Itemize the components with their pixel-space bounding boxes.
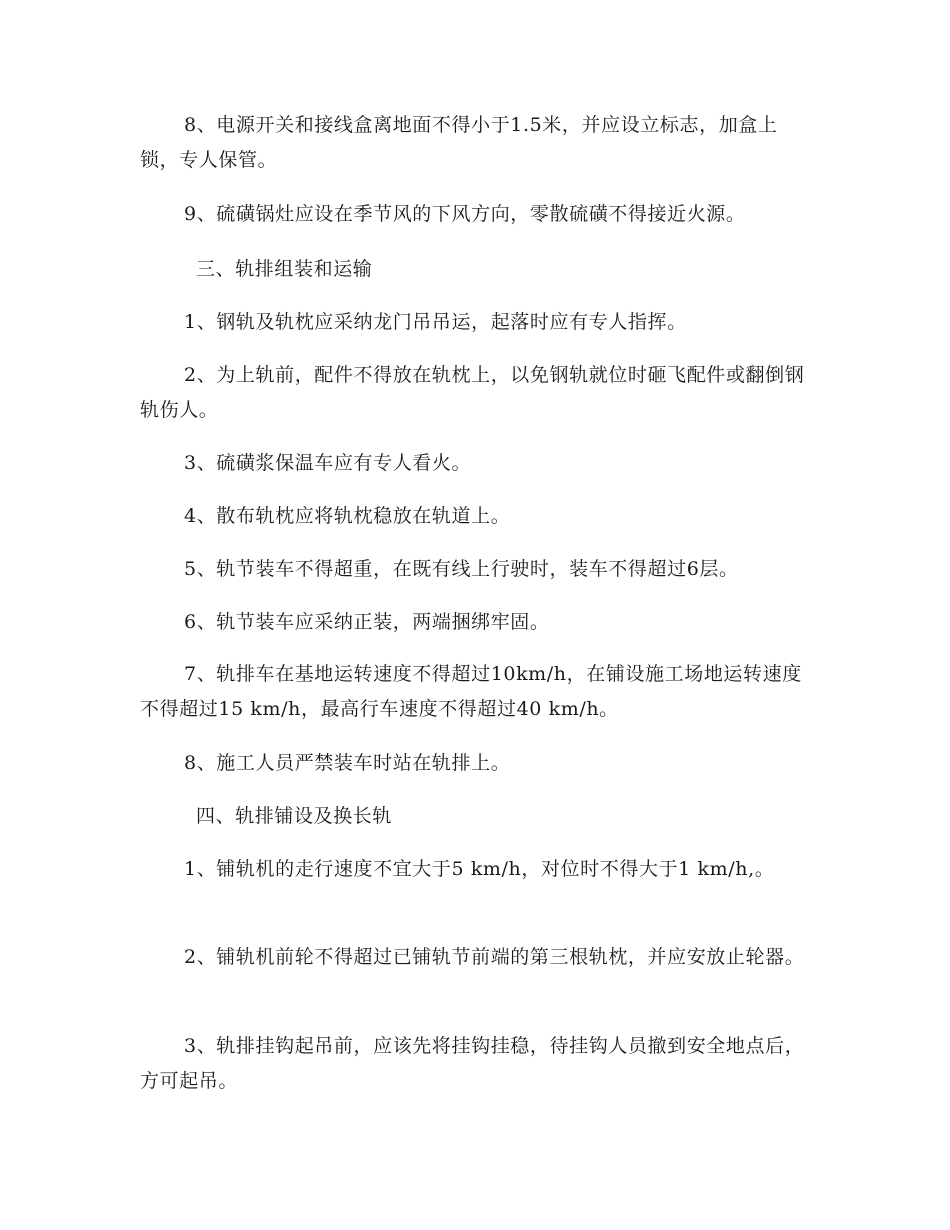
list-item: 3、轨排挂钩起吊前，应该先将挂钩挂稳，待挂钩人员撤到安全地点后，方可起吊。 <box>140 1035 805 1092</box>
paragraph-power-switch: 8、电源开关和接线盒离地面不得小于1.5米，并应设立标志，加盒上锁，专人保管。 <box>140 114 778 171</box>
section-heading-track-assembly: 三、轨排组装和运输 <box>196 258 373 280</box>
list-item: 5、轨节装车不得超重，在既有线上行驶时，装车不得超过6层。 <box>184 558 739 580</box>
list-item: 2、铺轨机前轮不得超过已铺轨节前端的第三根轨枕，并应安放止轮器。 <box>184 946 805 968</box>
list-item: 8、施工人员严禁装车时站在轨排上。 <box>184 752 511 774</box>
list-item: 1、钢轨及轨枕应采纳龙门吊吊运，起落时应有专人指挥。 <box>184 311 687 333</box>
section-heading-track-laying: 四、轨排铺设及换长轨 <box>196 805 393 827</box>
list-item: 1、铺轨机的走行速度不宜大于5 km/h，对位时不得大于1 km/h,。 <box>184 858 775 880</box>
list-item: 3、硫磺浆保温车应有专人看火。 <box>184 452 472 474</box>
list-item: 6、轨节装车应采纳正装，两端捆绑牢固。 <box>184 611 550 633</box>
list-item: 4、散布轨枕应将轨枕稳放在轨道上。 <box>184 505 511 527</box>
paragraph-sulfur-stove: 9、硫磺锅灶应设在季节风的下风方向，零散硫磺不得接近火源。 <box>184 203 746 225</box>
list-item: 7、轨排车在基地运转速度不得超过10km/h，在铺设施工场地运转速度不得超过15 km/h，最高行车速度不得超过40 km/h。 <box>140 663 802 720</box>
list-item: 2、为上轨前，配件不得放在轨枕上，以免钢轨就位时砸飞配件或翻倒钢轨伤人。 <box>140 364 805 421</box>
